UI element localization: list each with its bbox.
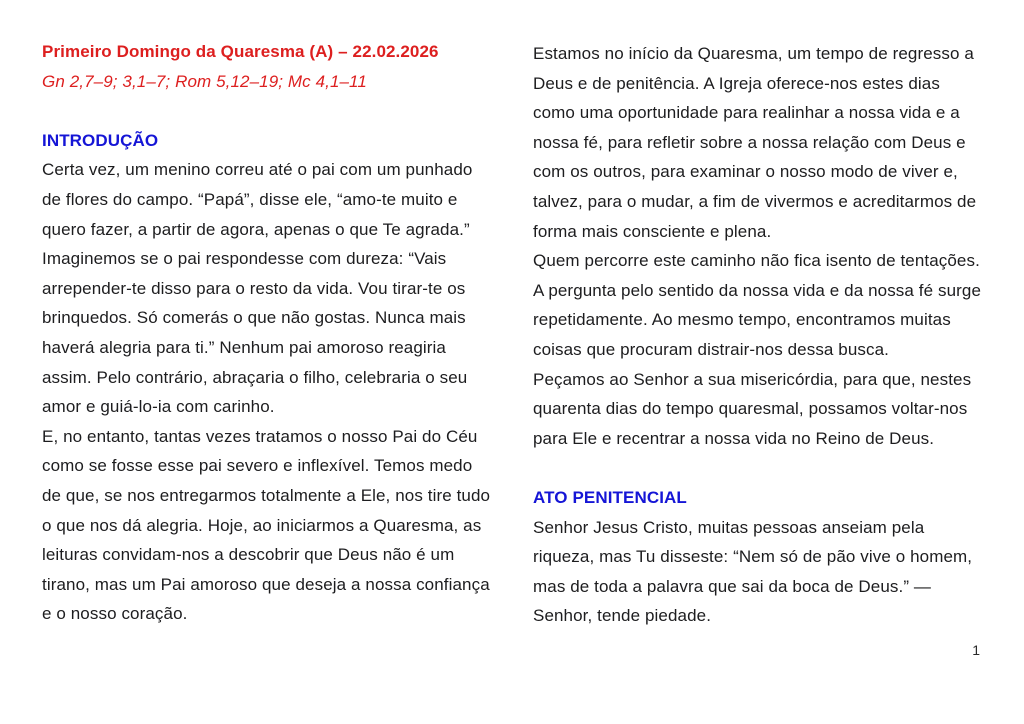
text-line: nossa fé, para refletir sobre a nossa relação com Deus e (533, 132, 966, 152)
text-line: Peçamos ao Senhor a sua misericórdia, para que, nestes (533, 369, 972, 389)
text-line: amor e guiá-lo-ia com carinho. (42, 397, 275, 417)
text-line: Senhor, tende piedade. (533, 606, 712, 626)
document-title: Primeiro Domingo da Quaresma (A) – 22.02.2026 (42, 42, 439, 61)
text-line: quero fazer, a partir de agora, apenas o que Te agrada.” (42, 219, 470, 239)
section-heading: ATO PENITENCIAL (533, 487, 687, 507)
section-heading: INTRODUÇÃO (42, 130, 159, 150)
text-line: de flores do campo. “Papá”, disse ele, “amo-te muito e (42, 189, 458, 209)
right-column (533, 39, 993, 631)
text-line: A pergunta pelo sentido da nossa vida e da nossa fé surge (533, 280, 982, 300)
text-line: brinquedos. Só comerás o que não gostas. Nunca mais (42, 308, 466, 328)
blank-line (533, 453, 993, 483)
text-line: Imaginemos se o pai respondesse com dureza: “Vais (42, 249, 447, 269)
text-line: o que nos dá alegria. Hoje, ao iniciarmos a Quaresma, as (42, 515, 482, 535)
text-line: repetidamente. Ao mesmo tempo, encontramos muitas (533, 310, 951, 330)
text-line: Senhor Jesus Cristo, muitas pessoas anseiam pela (533, 517, 925, 537)
left-column (42, 37, 494, 629)
text-line: forma mais consciente e plena. (533, 221, 772, 241)
text-line: de que, se nos entregarmos totalmente a Ele, nos tire tudo (42, 485, 491, 505)
text-line: E, no entanto, tantas vezes tratamos o nosso Pai do Céu (42, 426, 478, 446)
text-line: riqueza, mas Tu disseste: “Nem só de pão vive o homem, (533, 547, 973, 567)
text-line: assim. Pelo contrário, abraçaria o filho, celebraria o seu (42, 367, 468, 387)
text-line: haverá alegria para ti.” Nenhum pai amoroso reagiria (42, 337, 446, 357)
text-line: arrepender-te disso para o resto da vida. Vou tirar-te os (42, 278, 466, 298)
text-line: Quem percorre este caminho não fica isento de tentações. (533, 251, 980, 271)
scripture-references: Gn 2,7–9; 3,1–7; Rom 5,12–19; Mc 4,1–11 (42, 71, 367, 91)
text-line: como se fosse esse pai severo e inflexível. Temos medo (42, 456, 473, 476)
text-line: para Ele e recentrar a nossa vida no Reino de Deus. (533, 428, 935, 448)
blank-line (42, 96, 494, 126)
text-line: e o nosso coração. (42, 604, 188, 624)
text-line: com os outros, para examinar o nosso modo de viver e, (533, 162, 958, 182)
text-line: leituras convidam-nos a descobrir que Deus não é um (42, 545, 455, 565)
text-line: talvez, para o mudar, a fim de vivermos e acreditarmos de (533, 191, 977, 211)
text-line: Deus e de penitência. A Igreja oferece-nos estes dias (533, 73, 940, 93)
text-line: como uma oportunidade para realinhar a nossa vida e a (533, 103, 960, 123)
text-line: Estamos no início da Quaresma, um tempo de regresso a (533, 44, 974, 63)
text-line: coisas que procuram distrair-nos dessa busca. (533, 339, 889, 359)
page-number: 1 (972, 642, 980, 658)
text-line: quarenta dias do tempo quaresmal, possamos voltar-nos (533, 399, 968, 419)
text-line: tirano, mas um Pai amoroso que deseja a nossa confiança (42, 574, 490, 594)
text-line: mas de toda a palavra que sai da boca de Deus.” — (533, 576, 932, 596)
text-line: Certa vez, um menino correu até o pai com um punhado (42, 160, 473, 180)
